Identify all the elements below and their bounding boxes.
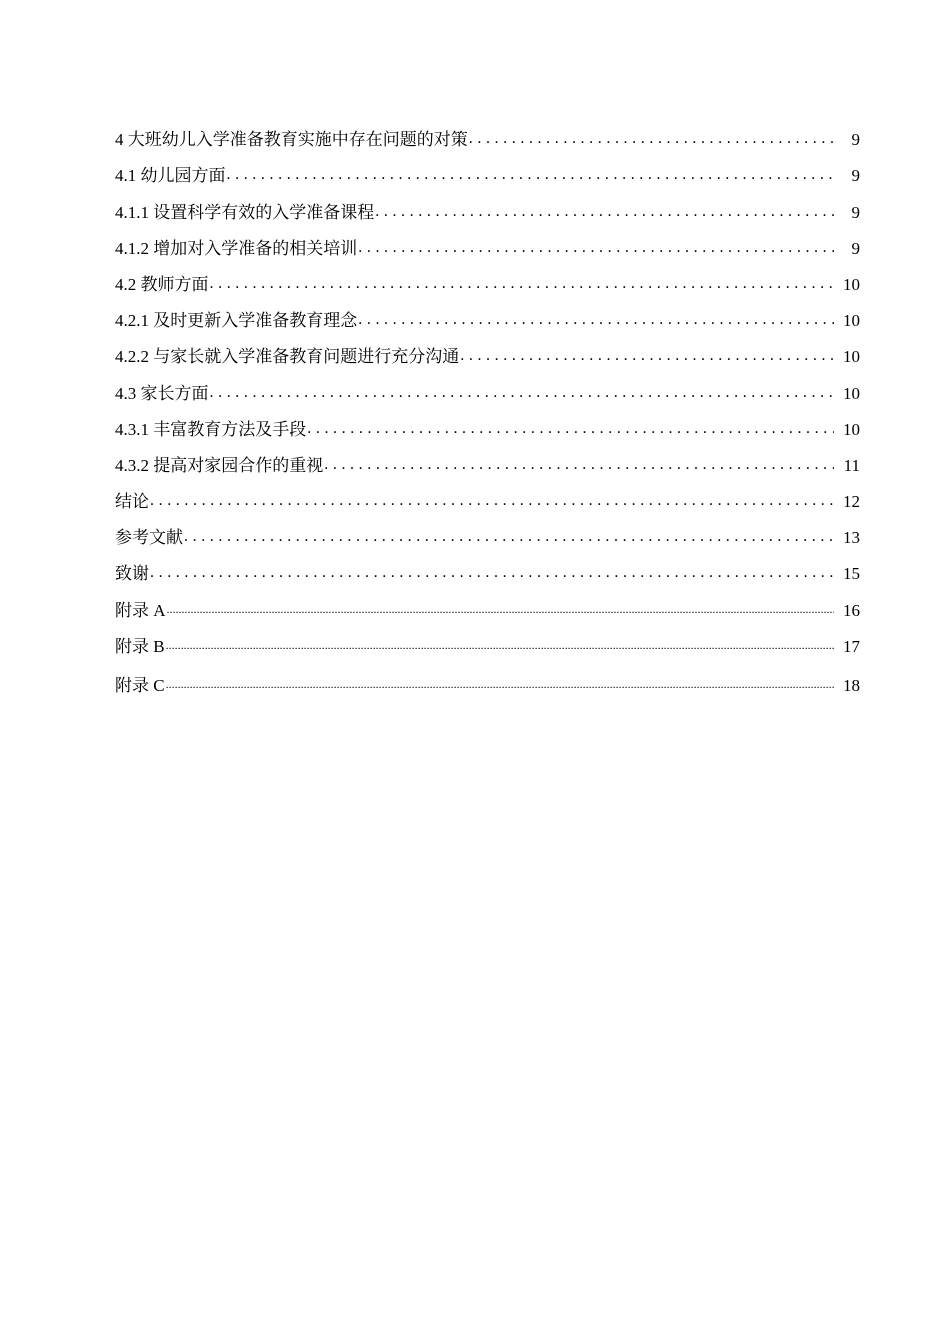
toc-dot-leader xyxy=(358,310,834,330)
toc-entry-page: 10 xyxy=(843,347,860,367)
toc-dot-leader xyxy=(167,599,834,619)
toc-entry-page: 10 xyxy=(843,383,860,403)
toc-dot-leader xyxy=(460,346,834,366)
toc-entry[interactable] xyxy=(115,186,860,222)
toc-dot-leader xyxy=(184,527,834,547)
toc-entry[interactable] xyxy=(115,621,860,657)
toc-entry-page: 12 xyxy=(843,492,860,512)
toc-entry-page: 16 xyxy=(843,600,860,620)
toc-dot-leader xyxy=(166,674,834,694)
toc-entry[interactable] xyxy=(115,440,860,476)
toc-entry-label: 致谢 xyxy=(115,564,149,584)
toc-entry-label: 4.1.2 增加对入学准备的相关培训 xyxy=(115,238,358,258)
toc-entry-label: 结论 xyxy=(115,492,149,512)
toc-dot-leader xyxy=(375,202,834,222)
toc-entry-label: 4.2.1 及时更新入学准备教育理念 xyxy=(115,311,358,331)
toc-dot-leader xyxy=(150,491,834,511)
toc-entry-page: 10 xyxy=(843,419,860,439)
toc-dot-leader xyxy=(324,455,834,475)
toc-entry-label: 4.3.1 丰富教育方法及手段 xyxy=(115,419,307,439)
toc-entry-label: 参考文献 xyxy=(115,528,183,548)
toc-entry[interactable] xyxy=(115,331,860,367)
toc-entry[interactable] xyxy=(115,259,860,295)
toc-entry-page: 18 xyxy=(843,676,860,696)
toc-entry-label: 4.3.2 提高对家园合作的重视 xyxy=(115,455,324,475)
toc-entry-page: 15 xyxy=(843,564,860,584)
toc-entry-label: 4.1.1 设置科学有效的入学准备课程 xyxy=(115,202,375,222)
toc-dot-leader xyxy=(210,274,835,294)
toc-entry[interactable] xyxy=(115,584,860,620)
toc-entry-label: 附录 C xyxy=(115,676,165,696)
toc-entry-page: 9 xyxy=(851,166,860,186)
toc-dot-leader xyxy=(227,165,835,185)
toc-dot-leader xyxy=(210,383,835,403)
toc-entry-label: 4.2 教师方面 xyxy=(115,274,209,294)
toc-entry[interactable] xyxy=(115,150,860,186)
toc-dot-leader xyxy=(166,635,834,655)
toc-entry[interactable] xyxy=(115,476,860,512)
toc-entry[interactable] xyxy=(115,404,860,440)
toc-entry-page: 10 xyxy=(843,274,860,294)
toc-entry[interactable] xyxy=(115,223,860,259)
toc-entry-page: 9 xyxy=(851,130,860,150)
toc-entry-label: 4.1 幼儿园方面 xyxy=(115,166,226,186)
toc-entry-label: 4.3 家长方面 xyxy=(115,383,209,403)
toc-entry[interactable] xyxy=(115,295,860,331)
toc-entry[interactable] xyxy=(115,512,860,548)
toc-dot-leader xyxy=(358,238,834,258)
toc-dot-leader xyxy=(150,563,834,583)
toc-entry-label: 附录 B xyxy=(115,636,165,656)
toc-entry-page: 9 xyxy=(851,238,860,258)
toc-entry[interactable] xyxy=(115,114,860,150)
toc-entry[interactable] xyxy=(115,367,860,403)
toc-entry-page: 9 xyxy=(851,202,860,222)
toc-entry-page: 11 xyxy=(843,455,860,475)
table-of-contents xyxy=(115,114,860,696)
toc-entry-label: 4 大班幼儿入学准备教育实施中存在问题的对策 xyxy=(115,130,468,150)
toc-entry-label: 4.2.2 与家长就入学准备教育问题进行充分沟通 xyxy=(115,347,460,367)
toc-dot-leader xyxy=(307,419,834,439)
toc-entry-page: 13 xyxy=(843,528,860,548)
toc-entry-page: 10 xyxy=(843,311,860,331)
toc-entry[interactable] xyxy=(115,548,860,584)
toc-entry-label: 附录 A xyxy=(115,600,166,620)
toc-entry[interactable] xyxy=(115,657,860,697)
toc-entry-page: 17 xyxy=(843,636,860,656)
toc-dot-leader xyxy=(469,129,834,149)
